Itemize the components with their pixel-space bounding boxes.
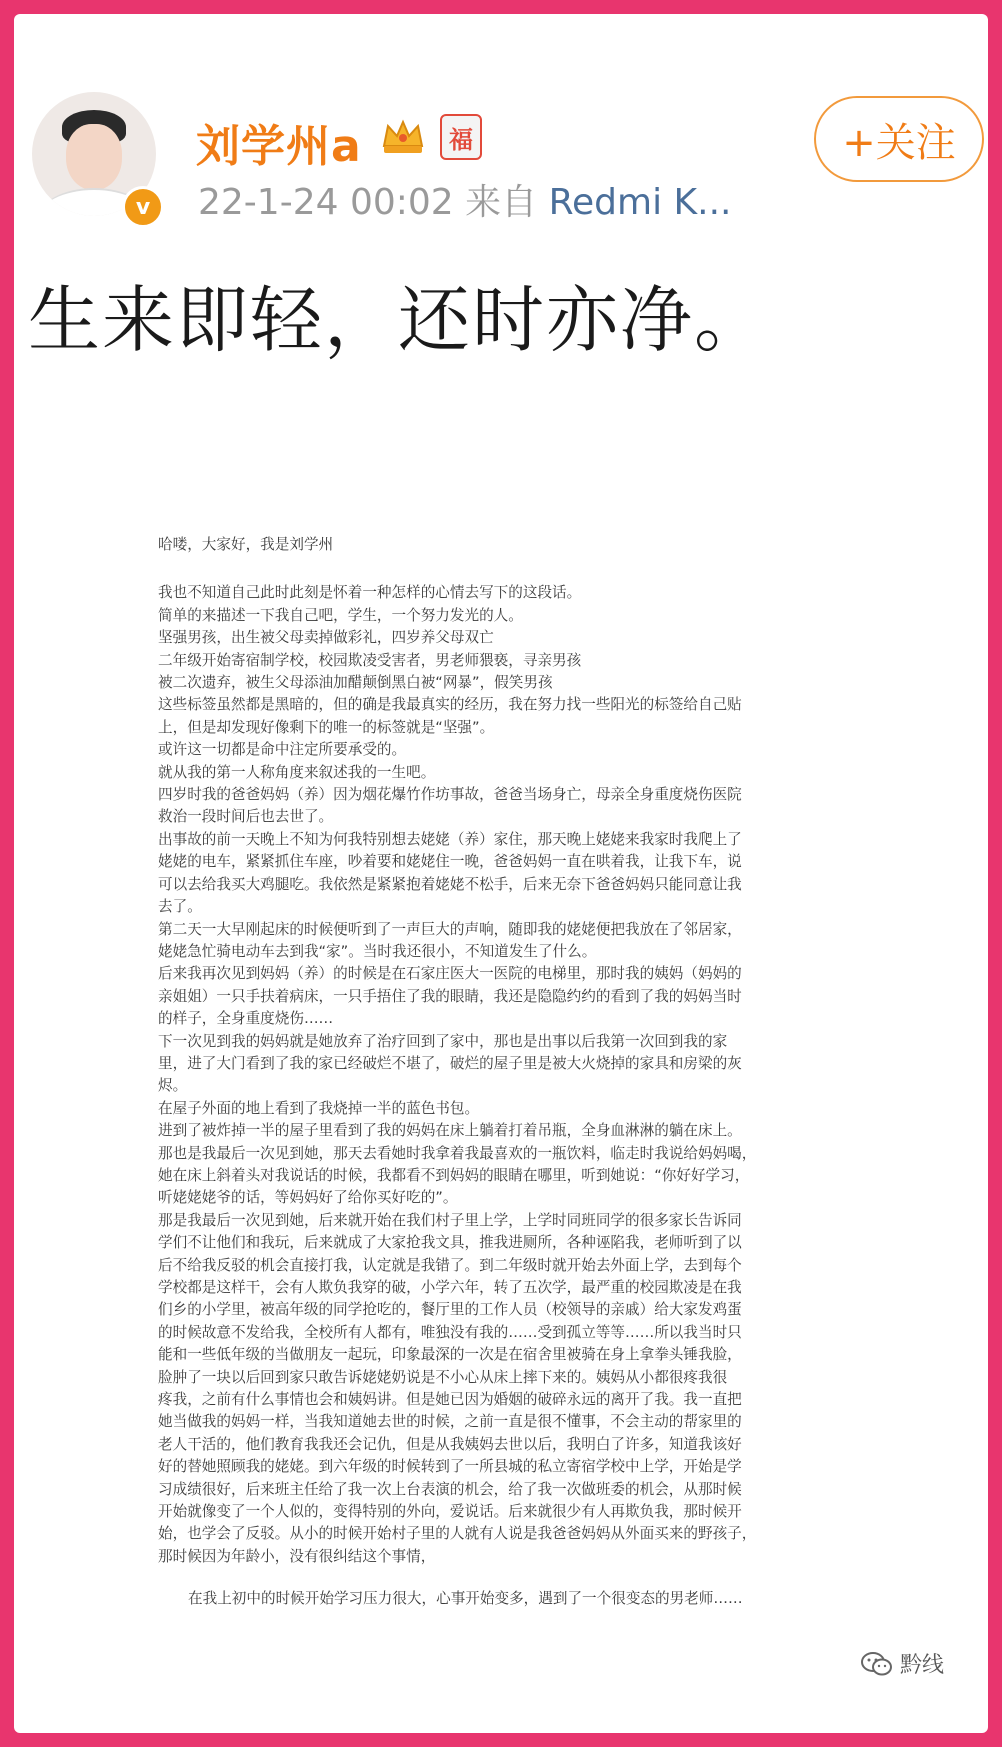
- document-line: 后不给我反驳的机会直接打我，认定就是我错了。到二年级时就开始去外面上学，去到每个: [158, 1256, 742, 1274]
- document-line: 简单的来描述一下我自己吧，学生，一个努力发光的人。: [158, 606, 523, 624]
- document-line: 脸肿了一块以后回到家只敢告诉姥姥奶说是不小心从床上摔下来的。姨妈从小都很疼我很: [158, 1368, 728, 1386]
- document-line: 或许这一切都是命中注定所要承受的。: [158, 741, 407, 759]
- document-line: 救治一段时间后也去世了。: [158, 808, 334, 826]
- document-line: 可以去给我买大鸡腿吃。我依然是紧紧抱着姥姥不松手，后来无奈下爸爸妈妈只能同意让我: [158, 875, 742, 893]
- document-line: 那也是我最后一次见到她，那天去看她时我拿着我最喜欢的一瓶饮料，临走时我说给妈妈喝，: [158, 1144, 757, 1162]
- document-line: 开始就像变了一个人似的，变得特别的外向，爱说话。后来就很少有人再欺负我，那时候开: [158, 1503, 742, 1521]
- document-line: 听姥姥姥爷的话，等妈妈好了给你买好吃的”。: [158, 1189, 458, 1207]
- avatar-face: [66, 124, 122, 190]
- document-line: 的样子，全身重度烧伤……: [158, 1010, 334, 1028]
- document-line: 疼我，之前有什么事情也会和姨妈讲。但是她已因为婚姻的破碎永远的离开了我。我一直把: [158, 1391, 742, 1409]
- document-line: 就从我的第一人称角度来叙述我的一生吧。: [158, 763, 436, 781]
- document-line: 亲姐姐）一只手扶着病床，一只手捂住了我的眼睛，我还是隐隐约约的看到了我的妈妈当时: [158, 987, 742, 1005]
- document-line: 习成绩很好，后来班主任给了我一次上台表演的机会，给了我一次做班委的机会，从那时候: [158, 1480, 742, 1498]
- document-line: 姥姥急忙骑电动车去到我“家”。当时我还很小，不知道发生了什么。: [158, 942, 597, 960]
- fu-badge-icon: 福: [440, 114, 482, 160]
- post-meta: [198, 174, 731, 225]
- document-line: 我也不知道自己此时此刻是怀着一种怎样的心情去写下的这段话。: [158, 584, 582, 602]
- document-line: 学们不让他们和我玩，后来就成了大家抢我文具，推我进厕所，各种诬陷我，老师听到了以: [158, 1234, 742, 1252]
- document-line: 下一次见到我的妈妈就是她放弃了治疗回到了家中，那也是出事以后我第一次回到我的家: [158, 1032, 728, 1050]
- document-line: 的时候故意不发给我，全校所有人都有，唯独没有我的……受到孤立等等……所以我当时只: [158, 1323, 742, 1341]
- document-line: 出事故的前一天晚上不知为何我特别想去姥姥（养）家住，那天晚上姥姥来我家时我爬上了: [158, 830, 742, 848]
- verified-v-icon: v: [122, 186, 164, 228]
- post-time: 22-1-24 00:02: [198, 182, 454, 223]
- post-source[interactable]: Redmi K...: [548, 182, 732, 223]
- username[interactable]: 刘学州a: [196, 121, 362, 172]
- document-line: 那是我最后一次见到她，后来就开始在我们村子里上学，上学时同班同学的很多家长告诉同: [158, 1211, 742, 1229]
- document-image-text: [158, 534, 848, 1611]
- document-lines: [158, 582, 848, 1568]
- document-line: 姥姥的电车，紧紧抓住车座，吵着要和姥姥住一晚，爸爸妈妈一直在哄着我，让我下车，说: [158, 853, 742, 871]
- document-line: 这些标签虽然都是黑暗的，但的确是我最真实的经历，我在努力找一些阳光的标签给自己贴: [158, 696, 742, 714]
- document-line: 坚强男孩，出生被父母卖掉做彩礼，四岁养父母双亡: [158, 629, 494, 647]
- weibo-post-card: [14, 14, 988, 1733]
- document-line: 里，进了大门看到了我的家已经破烂不堪了，破烂的屋子里是被大火烧掉的家具和房梁的灰: [158, 1054, 742, 1072]
- document-last-line: 在我上初中的时候开始学习压力很大，心事开始变多，遇到了一个很变态的男老师……: [188, 1590, 743, 1608]
- post-headline: 生来即轻，还时亦净。: [28, 278, 769, 362]
- document-line: 后来我再次见到妈妈（养）的时候是在石家庄医大一医院的电梯里，那时我的姨妈（妈妈的: [158, 965, 742, 983]
- watermark-label: 黔线: [900, 1653, 945, 1678]
- document-line: 四岁时我的爸爸妈妈（养）因为烟花爆竹作坊事故，爸爸当场身亡，母亲全身重度烧伤医院: [158, 786, 742, 804]
- watermark: [860, 1648, 944, 1679]
- document-line: 们乡的小学里，被高年级的同学抢吃的，餐厅里的工作人员（校领导的亲戚）给大家发鸡蛋: [158, 1301, 742, 1319]
- document-line: 能和一些低年级的当做朋友一起玩，印象最深的一次是在宿舍里被骑在身上拿拳头锤我脸，: [158, 1346, 742, 1364]
- document-line: 去了。: [158, 898, 202, 916]
- document-line: 学校都是这样干，会有人欺负我穿的破，小学六年，转了五次学，最严重的校园欺凌是在我: [158, 1279, 742, 1296]
- wechat-icon: [860, 1651, 894, 1677]
- document-line: 她在床上斜着头对我说话的时候，我都看不到妈妈的眼睛在哪里，听到她说：“你好好学习，: [158, 1166, 750, 1184]
- document-line: 第二天一大早刚起床的时候便听到了一声巨大的声响，随即我的姥姥便把我放在了邻居家，: [158, 920, 742, 938]
- document-greeting: 哈喽，大家好，我是刘学州: [158, 536, 334, 553]
- document-line: 那时候因为年龄小，没有很纠结这个事情，: [158, 1547, 436, 1565]
- document-line: 上，但是却发现好像剩下的唯一的标签就是“坚强”。: [158, 718, 495, 736]
- document-line: 进到了被炸掉一半的屋子里看到了我的妈妈在床上躺着打着吊瓶，全身血淋淋的躺在床上。: [158, 1122, 742, 1140]
- post-from-label: 来自: [465, 182, 538, 223]
- document-line: 烬。: [158, 1077, 188, 1095]
- document-line: 老人干活的，他们教育我我还会记仇，但是从我姨妈去世以后，我明白了许多，知道我该好: [158, 1435, 742, 1453]
- document-line: 始，也学会了反驳。从小的时候开始村子里的人就有人说是我爸爸妈妈从外面买来的野孩子，: [158, 1525, 757, 1543]
- document-line: 二年级开始寄宿制学校，校园欺凌受害者，男老师猥亵，寻亲男孩: [158, 651, 582, 669]
- document-line: 在屋子外面的地上看到了我烧掉一半的蓝色书包。: [158, 1099, 480, 1117]
- follow-button[interactable]: +关注: [814, 96, 984, 182]
- crown-icon: [380, 116, 426, 156]
- document-line: 好的替她照顾我的姥姥。到六年级的时候转到了一所县城的私立寄宿学校中上学，开始是学: [158, 1458, 742, 1476]
- document-line: 她当做我的妈妈一样，当我知道她去世的时候，之前一直是很不懂事，不会主动的帮家里的: [158, 1413, 742, 1431]
- document-line: 被二次遗弃，被生父母添油加醋颠倒黑白被“网暴”，假笑男孩: [158, 674, 553, 692]
